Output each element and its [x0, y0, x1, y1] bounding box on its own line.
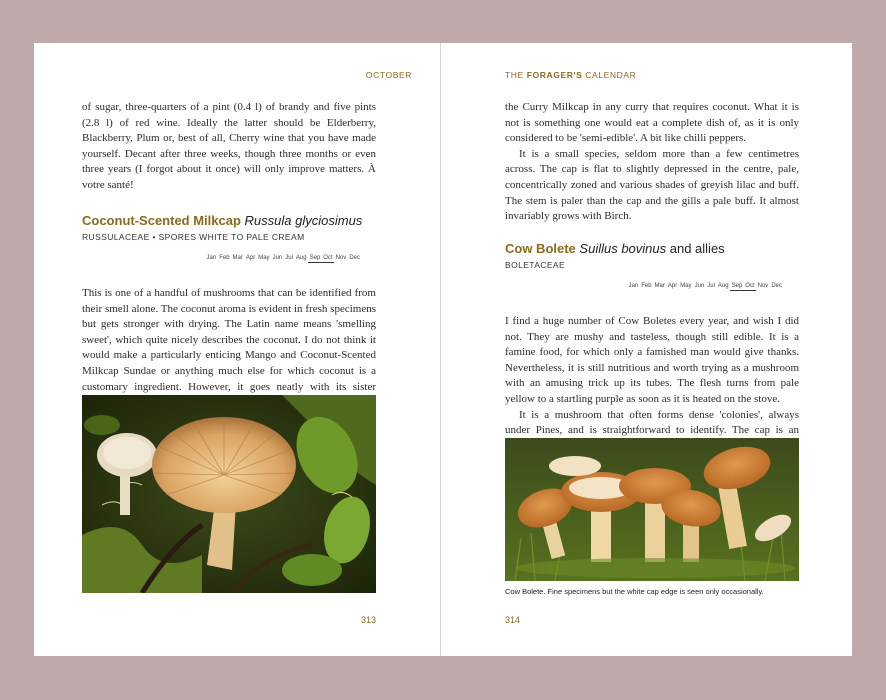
right-page — [441, 43, 852, 656]
left-page — [34, 43, 440, 656]
entry-family: RUSSULACEAE • SPORES WHITE TO PALE CREAM — [82, 232, 305, 242]
entry-family: BOLETACEAE — [505, 260, 566, 270]
cow-bolete-photo — [505, 438, 799, 581]
month-sep: Sep — [731, 283, 743, 289]
month-jul: Jul — [285, 255, 293, 261]
paragraph: It is a mushroom that often forms dense 'colonies', always under Pines, and is straightforward to identify. The cap is an — [505, 408, 799, 437]
month-nov: Nov — [335, 255, 347, 261]
month-jul: Jul — [707, 283, 715, 289]
book-spread — [34, 43, 852, 656]
entry-common-name: Cow Bolete — [505, 241, 576, 256]
intro-paragraph: of sugar, three-quarters of a pint (0.4 l) of brandy and five pints (2.8 l) of red wine. Ideally the latter should be Elderberry, Blackberry, Plum or, best of all, Cherry wine that you have made yourself. Decant after three weeks, though three months or even three years (I forgot about it once) will only improve matters. À votre santé! — [82, 101, 376, 191]
month-jun: Jun — [694, 283, 705, 289]
month-apr: Apr — [667, 283, 678, 289]
entry-title — [82, 213, 362, 228]
season-calendar — [205, 255, 361, 263]
running-head: OCTOBER — [365, 70, 412, 80]
month-may: May — [258, 255, 270, 261]
month-aug: Aug — [295, 255, 307, 261]
paragraph: It is a small species, seldom more than a few centimetres across. The cap is flat to slightly depressed in the centre, pale, concentrically zoned and various shades of greyish lilac and buff. The stem is paler than the cap and the gills a pale buff. It almost invariably grows with Birch. — [505, 147, 799, 223]
page-number: 314 — [505, 615, 521, 625]
body-paragraph: This is one of a handful of mushrooms that can be identified from their smell alone. The coconut aroma is evident in fresh specimens but gets stronger with drying. The Latin name means 'smelling sweet', which quite nicely describes the coconut. I do not think it would make a particularly enticing Mango and Coconut-Scented Milkcap Sundae or anything much else for which coconut is a customary ingredient. However, it goes neatly with its sister — [82, 287, 376, 393]
month-jan: Jan — [628, 283, 639, 289]
paragraph: I find a huge number of Cow Boletes every year, and wish I did not. They are mushy and tasteless, though still edible. It is a famine food, for which only a famished man would give thanks. Nevertheless, it is still nutritious and worth trying as a mushroom with an amusing trick up its tubes. The flesh turns from pale yellow to a startling purple as soon as it is heated on the stove. — [505, 315, 799, 405]
month-oct: Oct — [745, 283, 755, 289]
month-dec: Dec — [771, 283, 782, 289]
milkcap-photo — [82, 395, 376, 593]
month-oct: Oct — [323, 255, 333, 261]
entry-text — [505, 314, 799, 454]
month-may: May — [680, 283, 692, 289]
month-mar: Mar — [232, 255, 243, 261]
page-number: 313 — [360, 615, 376, 625]
month-feb: Feb — [641, 283, 652, 289]
month-jun: Jun — [272, 255, 283, 261]
month-sep: Sep — [309, 255, 321, 261]
photo-caption: Cow Bolete. Fine specimens but the white cap edge is seen only occasionally. — [505, 587, 764, 596]
season-calendar — [627, 283, 783, 291]
month-feb: Feb — [219, 255, 230, 261]
continued-text — [505, 100, 799, 225]
running-head: THE FORAGER'S CALENDAR — [505, 70, 637, 80]
month-nov: Nov — [757, 283, 769, 289]
month-aug: Aug — [717, 283, 729, 289]
month-jan: Jan — [206, 255, 217, 261]
month-apr: Apr — [245, 255, 256, 261]
entry-common-name: Coconut-Scented Milkcap — [82, 213, 241, 228]
entry-latin-name: Russula glyciosimus — [244, 213, 363, 228]
entry-title: Cow Bolete Suillus bovinus and allies — [505, 241, 725, 256]
month-dec: Dec — [349, 255, 360, 261]
month-mar: Mar — [654, 283, 665, 289]
entry-latin-name: Suillus bovinus — [579, 241, 667, 256]
paragraph: the Curry Milkcap in any curry that requires coconut. What it is not is something one would eat a complete dish of, as it is only considered to be 'semi-edible'. A bit like chilli peppers. — [505, 101, 799, 145]
